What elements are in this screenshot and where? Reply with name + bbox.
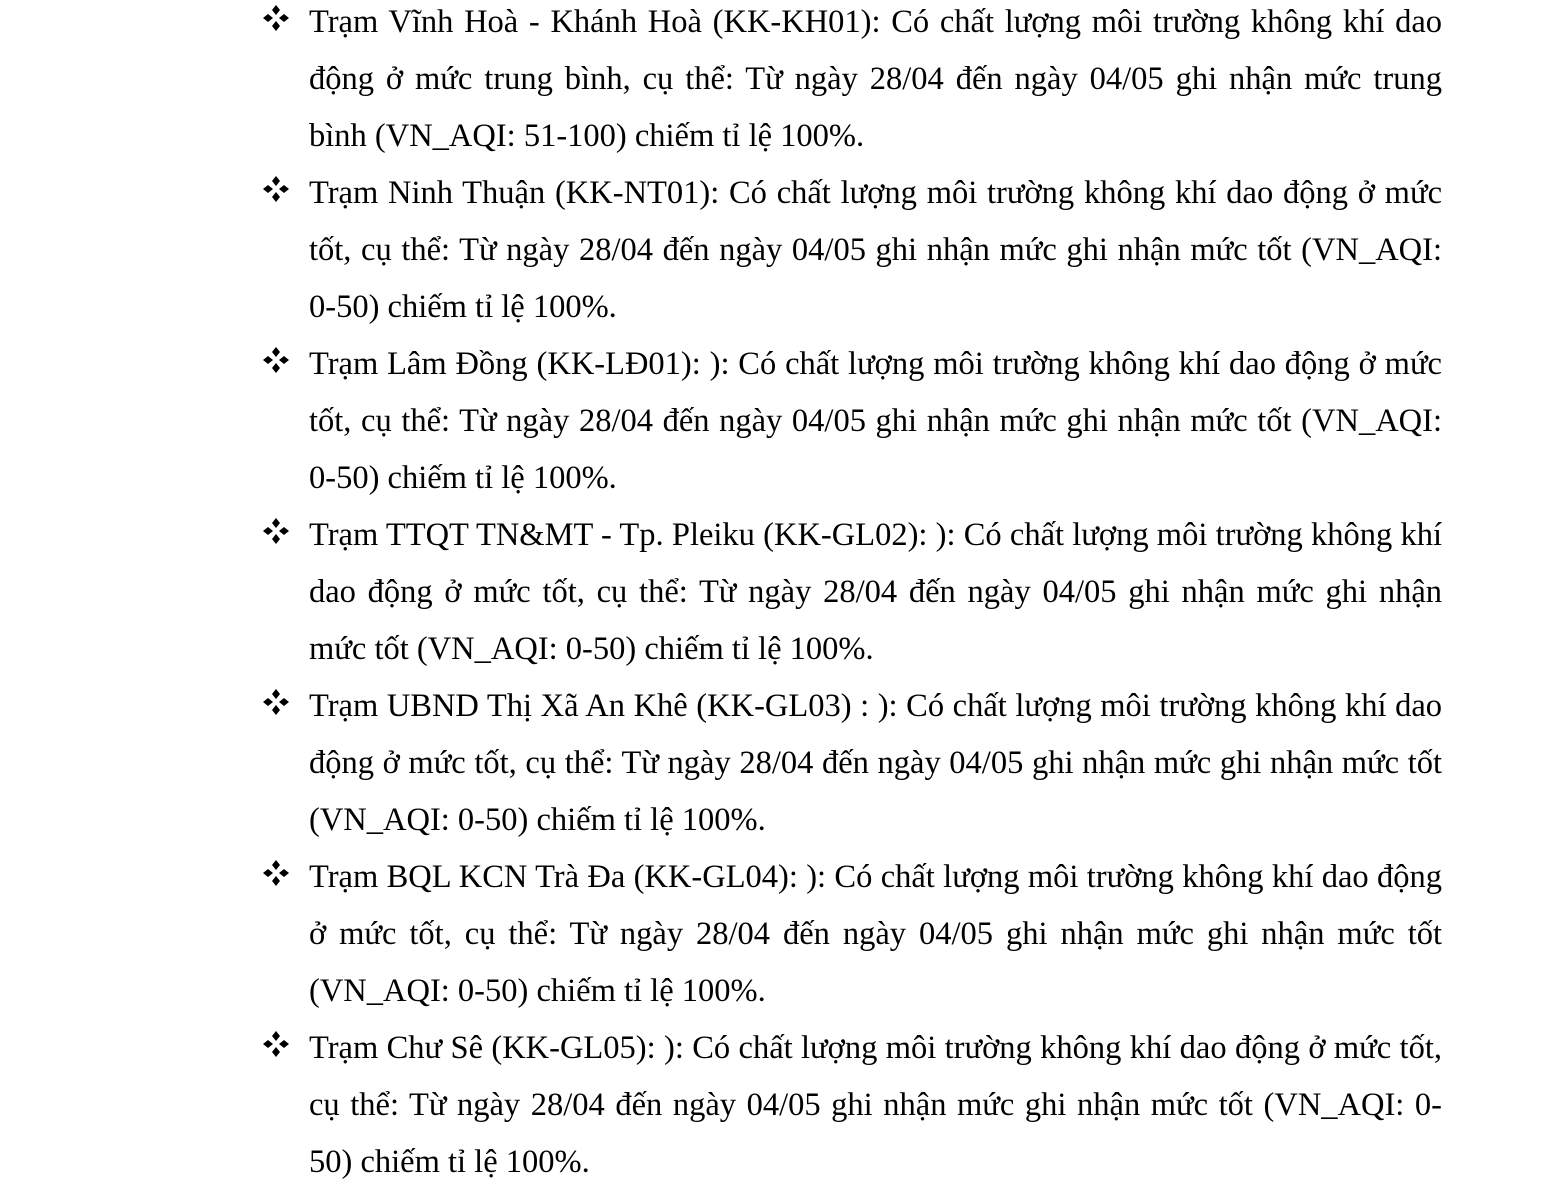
station-bullet-list (262, 0, 1442, 1191)
item-text: Trạm UBND Thị Xã An Khê (KK-GL03) : ): Có chất lượng môi trường không khí dao động ở mức tốt, cụ thể: Từ ngày 28/04 đến ngày 04/05 ghi nhận mức ghi nhận mức tốt (VN_AQI: 0-50) chiếm tỉ lệ 100%. (309, 688, 1442, 838)
four-diamond-bullet-icon (262, 4, 290, 32)
four-diamond-bullet-icon (262, 175, 290, 203)
item-text: Trạm Ninh Thuận (KK-NT01): Có chất lượng môi trường không khí dao động ở mức tốt, cụ thể: Từ ngày 28/04 đến ngày 04/05 ghi nhận mức ghi nhận mức tốt (VN_AQI: 0-50) chiếm tỉ lệ 100%. (309, 175, 1442, 325)
four-diamond-bullet-icon (262, 346, 290, 374)
list-item (262, 336, 1442, 507)
item-text: Trạm Chư Sê (KK-GL05): ): Có chất lượng môi trường không khí dao động ở mức tốt, cụ thể: Từ ngày 28/04 đến ngày 04/05 ghi nhận mức ghi nhận mức tốt (VN_AQI: 0-50) chiếm tỉ lệ 100%. (309, 1030, 1442, 1180)
item-text: Trạm TTQT TN&MT - Tp. Pleiku (KK-GL02): ): Có chất lượng môi trường không khí dao động ở mức tốt, cụ thể: Từ ngày 28/04 đến ngày 04/05 ghi nhận mức ghi nhận mức tốt (VN_AQI: 0-50) chiếm tỉ lệ 100%. (309, 517, 1442, 667)
list-item (262, 849, 1442, 1020)
item-text: Trạm Lâm Đồng (KK-LĐ01): ): Có chất lượng môi trường không khí dao động ở mức tốt, cụ thể: Từ ngày 28/04 đến ngày 04/05 ghi nhận mức ghi nhận mức tốt (VN_AQI: 0-50) chiếm tỉ lệ 100%. (309, 346, 1442, 496)
item-text: Trạm Vĩnh Hoà - Khánh Hoà (KK-KH01): Có chất lượng môi trường không khí dao động ở mức trung bình, cụ thể: Từ ngày 28/04 đến ngày 04/05 ghi nhận mức trung bình (VN_AQI: 51-100) chiếm tỉ lệ 100%. (309, 4, 1442, 154)
four-diamond-bullet-icon (262, 1030, 290, 1058)
four-diamond-bullet-icon (262, 859, 290, 887)
four-diamond-bullet-icon (262, 688, 290, 716)
list-item (262, 507, 1442, 678)
item-text: Trạm BQL KCN Trà Đa (KK-GL04): ): Có chất lượng môi trường không khí dao động ở mức tốt, cụ thể: Từ ngày 28/04 đến ngày 04/05 ghi nhận mức ghi nhận mức tốt (VN_AQI: 0-50) chiếm tỉ lệ 100%. (309, 859, 1442, 1009)
four-diamond-bullet-icon (262, 517, 290, 545)
list-item (262, 0, 1442, 165)
list-item (262, 165, 1442, 336)
list-item (262, 1020, 1442, 1191)
list-item (262, 678, 1442, 849)
